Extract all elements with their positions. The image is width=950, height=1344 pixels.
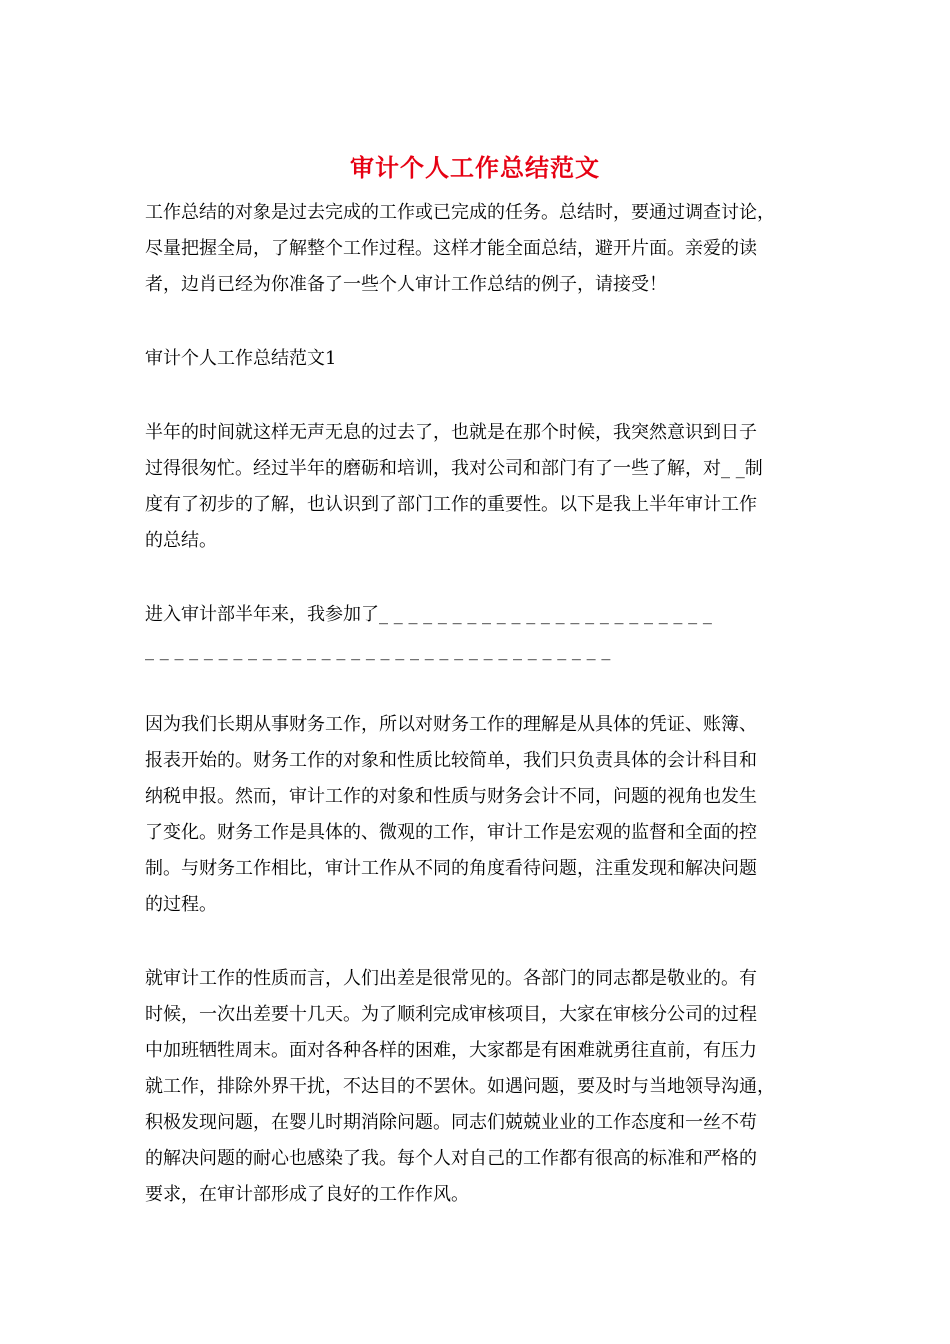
paragraph-intro bbox=[145, 195, 810, 303]
document-title: 审计个人工作总结范文 bbox=[350, 153, 600, 182]
text-line: 审计个人工作总结范文1 bbox=[145, 348, 337, 369]
paragraph-finance-vs-audit bbox=[145, 707, 810, 923]
text-line: 纳税申报。然而，审计工作的对象和性质与财务会计不同，问题的视角也发生 bbox=[145, 786, 757, 807]
paragraph-gap bbox=[145, 669, 810, 707]
section-heading bbox=[145, 341, 810, 377]
paragraph-half-year bbox=[145, 415, 810, 559]
text-line: 积极发现问题，在婴儿时期消除问题。同志们兢兢业业的工作态度和一丝不苟 bbox=[145, 1112, 757, 1133]
text-line: 报表开始的。财务工作的对象和性质比较简单，我们只负责具体的会计科目和 bbox=[145, 750, 757, 771]
text-line: 的解决问题的耐心也感染了我。每个人对自己的工作都有很高的标准和严格的 bbox=[145, 1148, 757, 1169]
text-line: 的总结。 bbox=[145, 530, 217, 551]
text-line: _ _ _ _ _ _ _ _ _ _ _ _ _ _ _ _ _ _ _ _ _ _ _ _ _ _ _ _ _ _ _ _ bbox=[145, 640, 611, 661]
text-line: 进入审计部半年来，我参加了_ _ _ _ _ _ _ _ _ _ _ _ _ _ _ _ _ _ _ _ _ _ _ bbox=[145, 604, 712, 625]
paragraph-gap bbox=[145, 377, 810, 415]
paragraph-work-style bbox=[145, 961, 810, 1213]
text-line: 半年的时间就这样无声无息的过去了，也就是在那个时候，我突然意识到日子 bbox=[145, 422, 757, 443]
paragraph-gap bbox=[145, 303, 810, 341]
text-line: 时候，一次出差要十几天。为了顺利完成审核项目，大家在审核分公司的过程 bbox=[145, 1004, 757, 1025]
text-line: 工作总结的对象是过去完成的工作或已完成的任务。总结时，要通过调查讨论， bbox=[145, 202, 775, 223]
text-line: 就工作，排除外界干扰，不达目的不罢休。如遇问题，要及时与当地领导沟通， bbox=[145, 1076, 775, 1097]
text-line: 者，边肖已经为你准备了一些个人审计工作总结的例子，请接受！ bbox=[145, 274, 667, 295]
text-line: 因为我们长期从事财务工作，所以对财务工作的理解是从具体的凭证、账簿、 bbox=[145, 714, 757, 735]
paragraph-gap bbox=[145, 559, 810, 597]
text-line: 度有了初步的了解，也认识到了部门工作的重要性。以下是我上半年审计工作 bbox=[145, 494, 757, 515]
text-line: 过得很匆忙。经过半年的磨砺和培训，我对公司和部门有了一些了解，对_ _制 bbox=[145, 458, 763, 479]
text-line: 的过程。 bbox=[145, 894, 217, 915]
text-line: 就审计工作的性质而言，人们出差是很常见的。各部门的同志都是敬业的。有 bbox=[145, 968, 757, 989]
paragraph-gap bbox=[145, 923, 810, 961]
text-line: 尽量把握全局，了解整个工作过程。这样才能全面总结，避开片面。亲爱的读 bbox=[145, 238, 757, 259]
text-line: 制。与财务工作相比，审计工作从不同的角度看待问题，注重发现和解决问题 bbox=[145, 858, 757, 879]
text-line: 中加班牺牲周末。面对各种各样的困难，大家都是有困难就勇往直前，有压力 bbox=[145, 1040, 757, 1061]
text-line: 了变化。财务工作是具体的、微观的工作，审计工作是宏观的监督和全面的控 bbox=[145, 822, 757, 843]
document-body bbox=[145, 195, 810, 1213]
text-line: 要求，在审计部形成了良好的工作作风。 bbox=[145, 1184, 469, 1205]
paragraph-participation bbox=[145, 597, 810, 669]
